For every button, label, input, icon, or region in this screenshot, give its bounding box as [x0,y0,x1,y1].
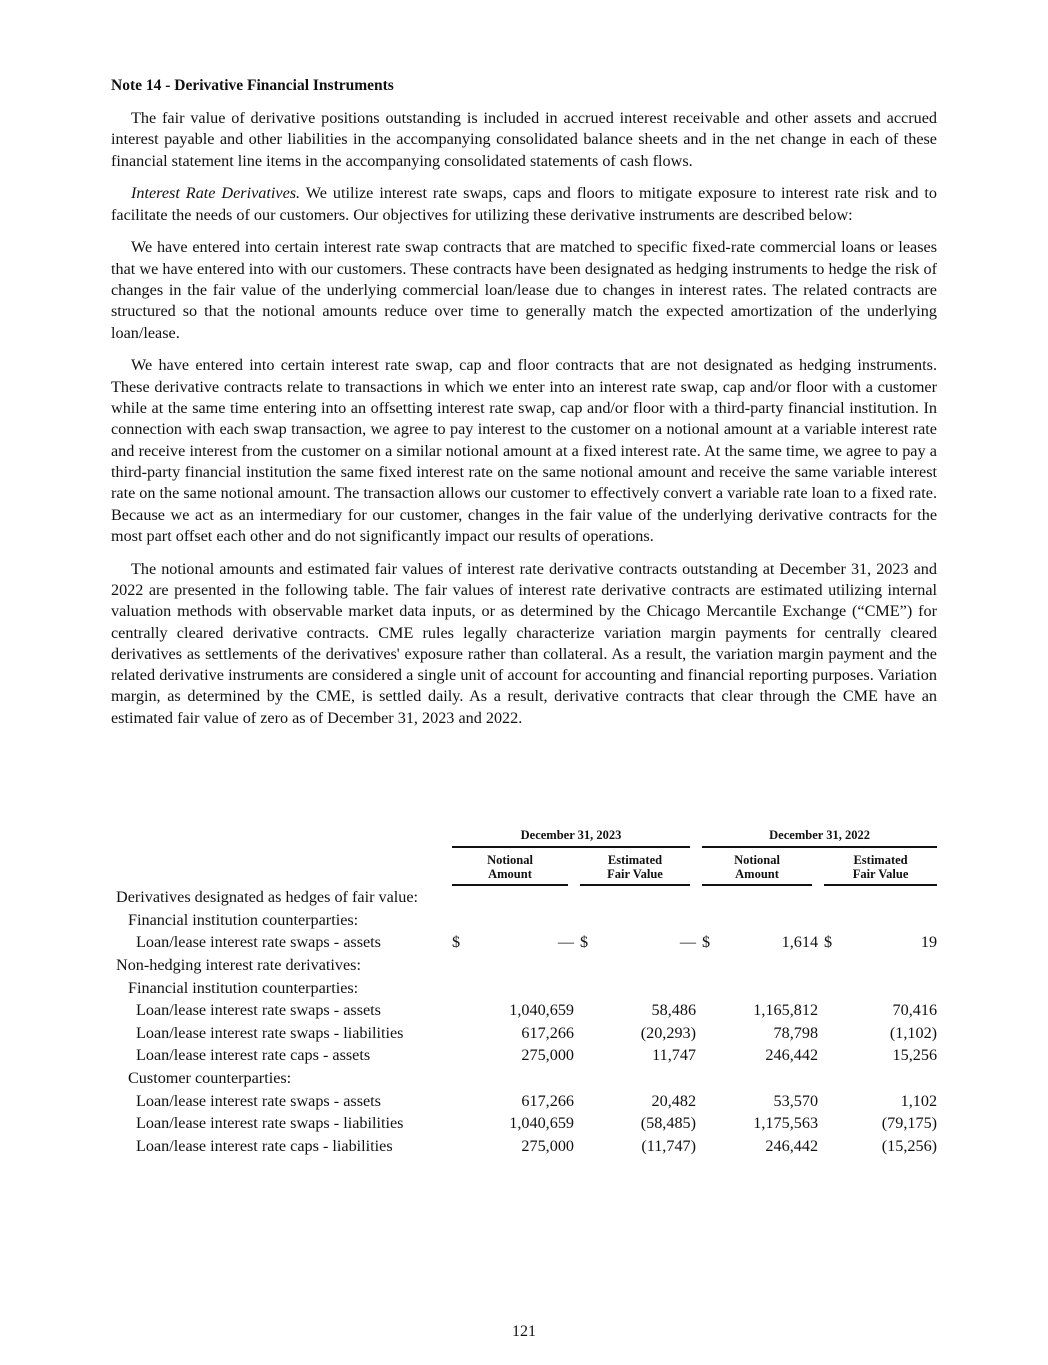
cell-fair-value-2023: (11,747) [641,1136,697,1155]
table-row [111,1089,937,1112]
period-header-2023: December 31, 2023 [452,827,696,850]
table-row [111,999,937,1022]
page-number: 121 [512,1323,536,1340]
paragraph-hedging-swaps: We have entered into certain interest rate swap contracts that are matched to specific fixed-rate commercial loans or leases that we have entered into with our customers. These contracts have been designated as hedging instruments to hedge the risk of changes in the fair value of the underlying commercial loan/lease due to changes in interest rates. The related contracts are structured so that the notional amounts reduce over time to generally match the expected amortization of the underlying loan/lease. [111,238,937,342]
cell-notional-2022: 1,614 [781,933,819,952]
paragraph-notional-amounts: The notional amounts and estimated fair values of interest rate derivative contracts outstanding at December 31, 2023 and 2022 are presented in the following table. The fair values of interest rate derivative contracts are estimated utilizing internal valuation methods with observable market data inputs, or as determined by the Chicago Mercantile Exchange (“CME”) for centrally cleared derivative contracts. CME rules legally characterize variation margin payments for centrally cleared derivatives as settlements of the derivatives' exposure rather than collateral. As a result, the variation margin payment and the related derivative instruments are considered a single unit of account for accounting and financial reporting purposes. Variation margin, as determined by the CME, is settled daily. As a result, derivative contracts that clear through the CME have an estimated fair value of zero as of December 31, 2023 and 2022. [111,559,937,727]
currency-symbol: $ [452,933,461,952]
table-row [111,1022,937,1045]
period-header-2022: December 31, 2022 [696,827,937,850]
cell-fair-value-2022: (79,175) [881,1114,938,1133]
cell-notional-2023: 275,000 [521,1136,574,1155]
cell-notional-2023: 617,266 [521,1023,574,1042]
cell-fair-value-2023: 20,482 [651,1091,697,1110]
table-row [111,1112,937,1135]
row-label: Financial institution counterparties: [128,978,359,997]
cell-fair-value-2022: 70,416 [892,1001,938,1020]
cell-notional-2023: — [557,933,574,952]
table-row-section [111,886,937,909]
table-row [111,1044,937,1067]
currency-symbol: $ [580,933,589,952]
cell-fair-value-2022: 1,102 [900,1091,938,1110]
table-row [111,931,937,954]
row-label: Loan/lease interest rate caps - liabilities [136,1136,393,1155]
row-label: Loan/lease interest rate swaps - assets [136,1091,381,1110]
cell-fair-value-2022: (1,102) [889,1023,938,1042]
cell-fair-value-2023: 58,486 [651,1001,697,1020]
row-label: Customer counterparties: [128,1069,292,1088]
row-label: Loan/lease interest rate caps - assets [136,1046,371,1065]
paragraph-body: We utilize interest rate swaps, caps and floors to mitigate exposure to interest rate risk and to facilitate the needs of our customers. Our objectives for utilizing these derivative instruments are described below: [111,184,938,224]
column-header-fair-value-2022: Estimated Fair Value [818,850,937,886]
cell-notional-2023: 1,040,659 [509,1114,574,1133]
column-header-notional-2023: Notional Amount [452,850,574,886]
cell-fair-value-2023: 11,747 [652,1046,697,1065]
table-column-header-row [111,850,937,886]
row-label: Loan/lease interest rate swaps - liabilities [136,1114,404,1133]
cell-notional-2022: 1,175,563 [753,1114,819,1133]
table-row-subsection [111,909,937,932]
table-row [111,1135,937,1158]
cell-notional-2022: 53,570 [773,1091,819,1110]
derivatives-table [111,827,937,1157]
cell-notional-2022: 246,442 [765,1046,819,1065]
cell-fair-value-2023: (20,293) [640,1023,697,1042]
row-label: Derivatives designated as hedges of fair value: [116,888,419,907]
cell-fair-value-2023: — [679,933,697,952]
paragraph-interest-rate-derivatives [111,183,937,226]
cell-fair-value-2022: 19 [920,933,938,952]
table-row-subsection [111,976,937,999]
cell-fair-value-2022: (15,256) [881,1136,938,1155]
cell-fair-value-2022: 15,256 [892,1046,938,1065]
note-title: Note 14 - Derivative Financial Instruments [111,77,394,94]
cell-notional-2022: 1,165,812 [753,1001,819,1020]
row-label: Loan/lease interest rate swaps - assets [136,1001,381,1020]
column-header-notional-2022: Notional Amount [696,850,818,886]
currency-symbol: $ [824,933,833,952]
table-period-header-row [111,827,937,850]
paragraph-non-hedging: We have entered into certain interest rate swap, cap and floor contracts that are not designated as hedging instruments. These derivative contracts relate to transactions in which we enter into an interest rate swap, cap and/or floor with a customer while at the same time entering into an offsetting interest rate swap, cap and/or floor with a third-party financial institution. In connection with each swap transaction, we agree to pay interest to the customer on a notional amount at a variable interest rate and receive interest from the customer on a similar notional amount at a fixed interest rate. At the same time, we agree to pay a third-party financial institution the same fixed interest rate on the same notional amount and receive the same variable interest rate on the same notional amount. The transaction allows our customer to effectively convert a variable rate loan to a fixed rate. Because we act as an intermediary for our customer, changes in the fair value of the underlying derivative contracts for the most part offset each other and do not significantly impact our results of operations. [111,356,938,545]
paragraph-lead-heading: Interest Rate Derivatives. [131,184,301,203]
paragraph-fair-value: The fair value of derivative positions outstanding is included in accrued interest receivable and other assets and accrued interest payable and other liabilities in the accompanying consolidated balance sheets and in the net change in each of these financial statement line items in the accompanying consolidated statements of cash flows. [111,109,937,170]
table-row-section [111,954,937,977]
row-label: Loan/lease interest rate swaps - assets [136,933,381,952]
row-label: Financial institution counterparties: [128,910,359,929]
note-body [111,76,937,741]
cell-fair-value-2023: (58,485) [640,1114,697,1133]
row-label: Non-hedging interest rate derivatives: [116,956,361,975]
table-row-subsection [111,1067,937,1090]
cell-notional-2022: 246,442 [765,1136,819,1155]
cell-notional-2023: 275,000 [521,1046,574,1065]
column-header-fair-value-2023: Estimated Fair Value [574,850,696,886]
cell-notional-2022: 78,798 [773,1023,819,1042]
row-label: Loan/lease interest rate swaps - liabilities [136,1023,404,1042]
cell-notional-2023: 1,040,659 [509,1001,574,1020]
currency-symbol: $ [702,933,711,952]
cell-notional-2023: 617,266 [521,1091,574,1110]
